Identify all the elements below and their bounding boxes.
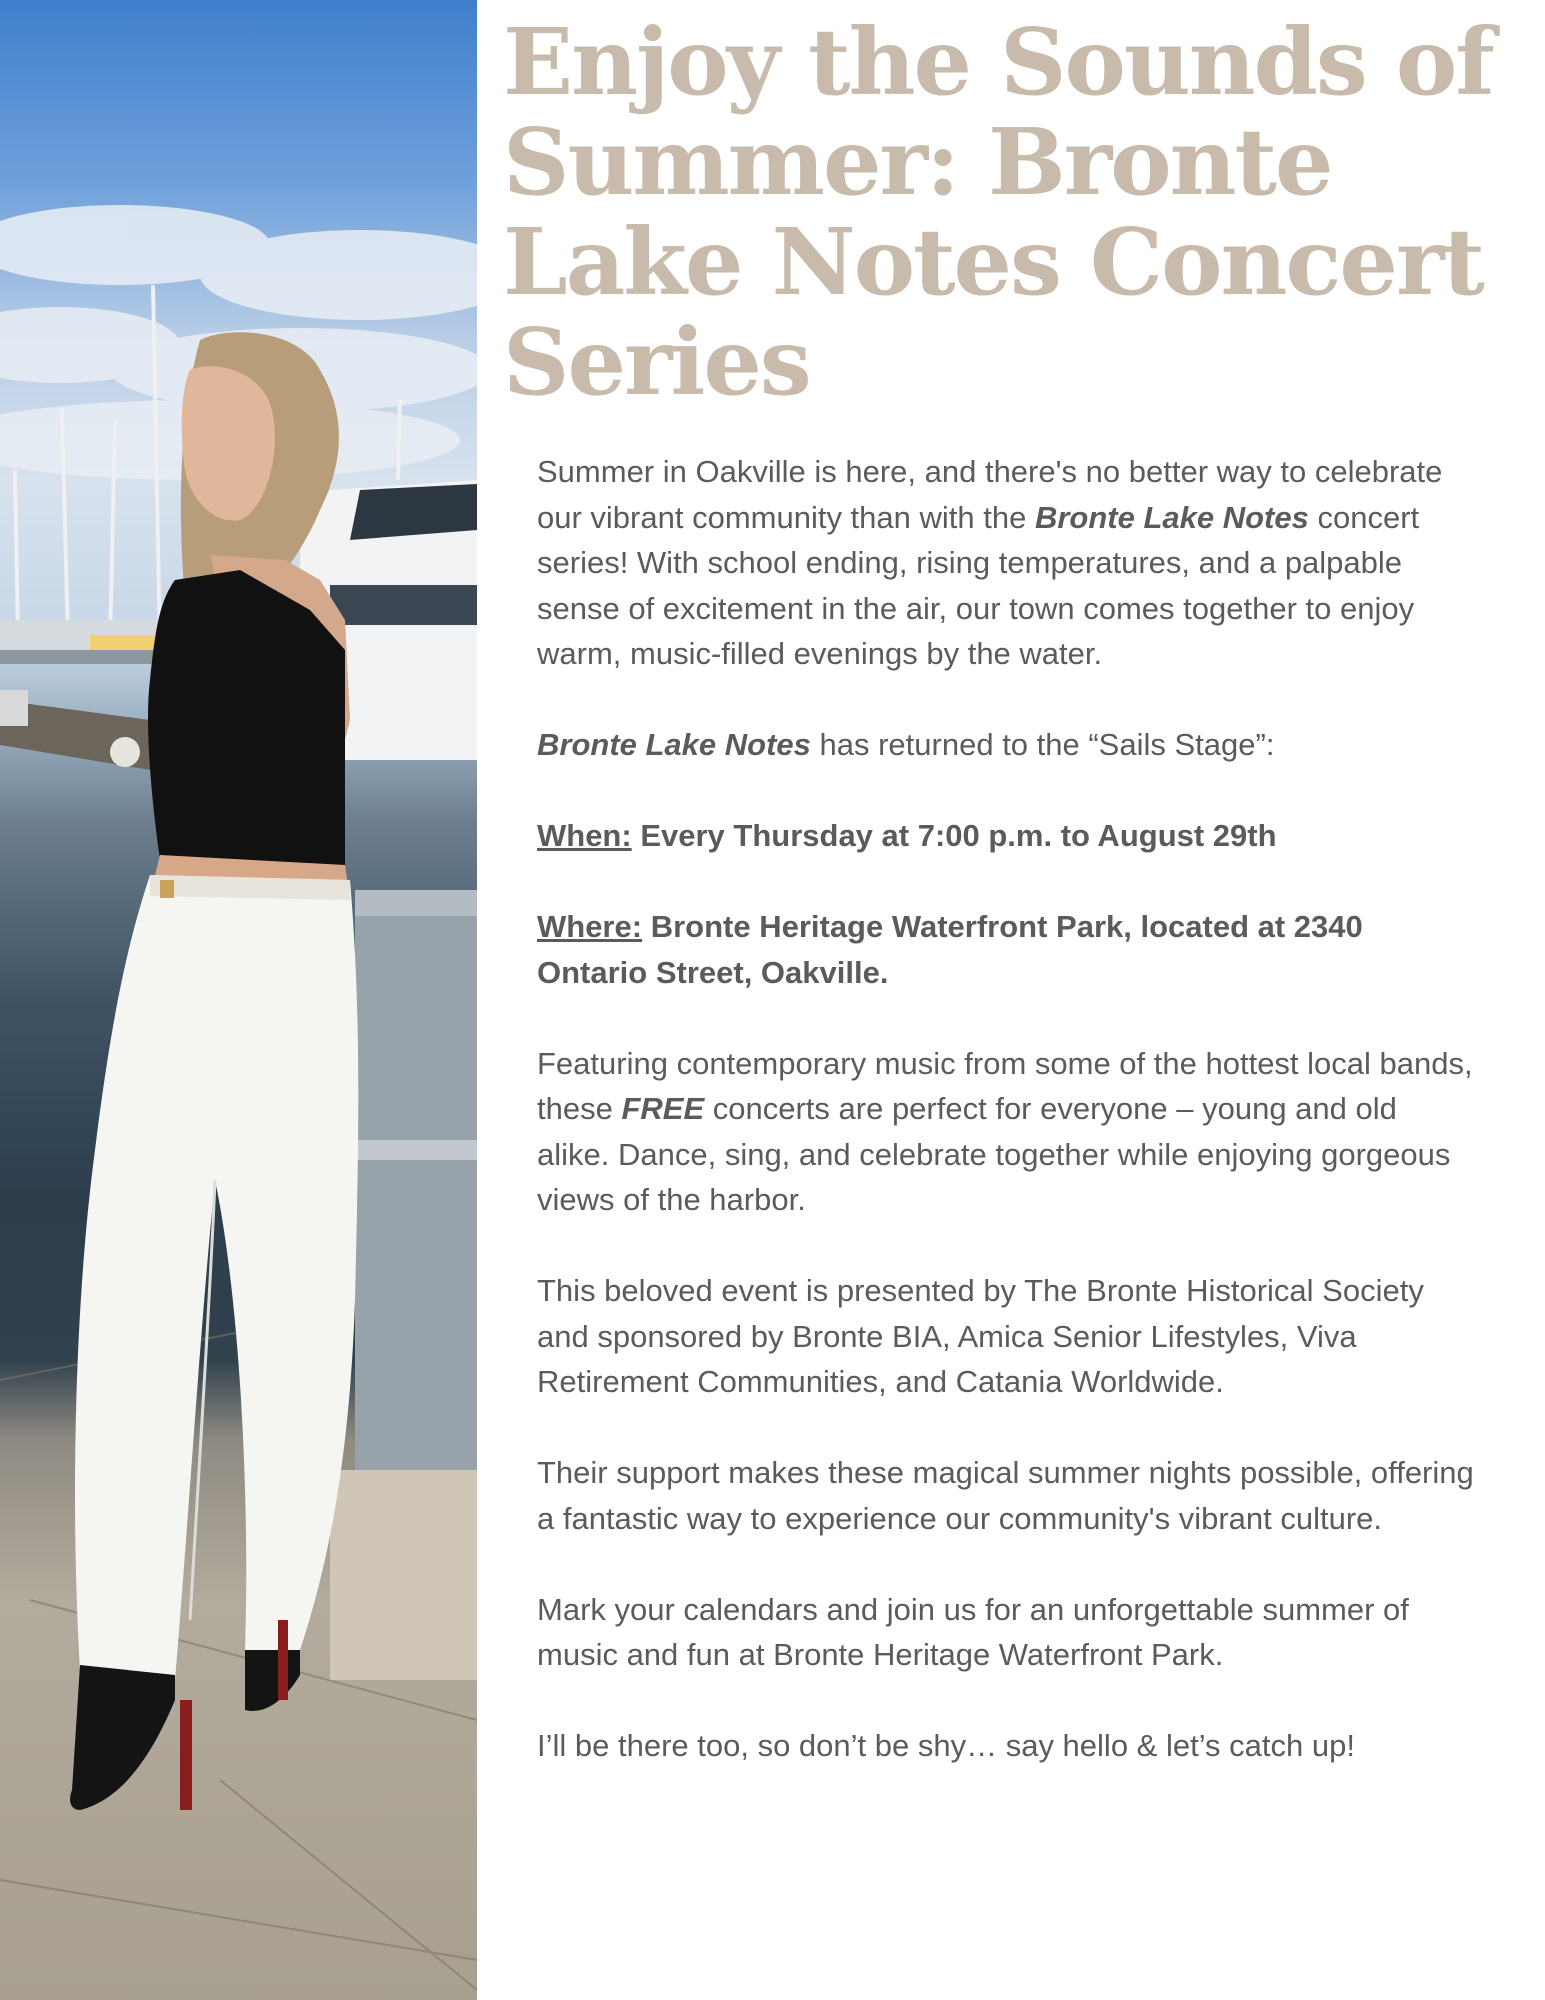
intro-text-start: Summer in Oakville is here, and there's no better way to celebrate our vibrant community than with the (537, 454, 1443, 535)
intro-paragraph (537, 449, 1477, 677)
article-body (537, 449, 1477, 1769)
closing-paragraph: I’ll be there too, so don’t be shy… say hello & let’s catch up! (537, 1728, 1355, 1763)
where-detail (537, 904, 1477, 995)
when-detail (537, 813, 1477, 859)
calendar-paragraph: Mark your calendars and join us for an unforgettable summer of music and fun at Bronte Heritage Waterfront Park. (537, 1591, 1409, 1672)
dock (0, 690, 150, 770)
where-label: Where: (537, 909, 643, 944)
support-paragraph: Their support makes these magical summer nights possible, offering a fantastic way to experience our community's vibrant culture. (537, 1455, 1474, 1536)
headline-line-1: Enjoy the Sounds of (503, 8, 1493, 116)
when-value: Every Thursday at 7:00 p.m. to August 29th (631, 818, 1277, 853)
return-text: has returned to the “Sails Stage”: (810, 727, 1275, 762)
where-value: Bronte Heritage Waterfront Park, located at 2340 Ontario Street, Oakville. (537, 909, 1363, 990)
intro-text-end: concert series! With school ending, rising temperatures, and a palpable sense of excitement in the air, our town comes together to enjoy warm, music-filled evenings by the water. (537, 499, 1420, 671)
headline-line-2: Summer: Bronte (503, 108, 1332, 216)
headline-line-4: Series (503, 308, 810, 416)
marina-scene-illustration (0, 0, 477, 2000)
return-paragraph (537, 722, 1477, 768)
headline-line-3: Lake Notes Concert (503, 208, 1483, 316)
music-text-start: Featuring contemporary music from some of the hottest local bands, these (537, 1045, 1473, 1126)
series-name-emphasis: Bronte Lake Notes (1034, 499, 1309, 535)
free-emphasis: FREE (621, 1091, 705, 1126)
series-name-emphasis: Bronte Lake Notes (537, 727, 811, 762)
marina-photo (0, 0, 477, 2000)
article-headline (503, 8, 1503, 416)
when-label: When: (537, 818, 632, 853)
music-text-end: concerts are perfect for everyone – young and old alike. Dance, sing, and celebrate together while enjoying gorgeous views of the harbor. (537, 1091, 1451, 1217)
sponsors-paragraph: This beloved event is presented by The Bronte Historical Society and sponsored by Bronte BIA, Amica Senior Lifestyles, Viva Retirement Communities, and Catania Worldwide. (537, 1273, 1424, 1399)
music-paragraph (537, 1041, 1477, 1223)
